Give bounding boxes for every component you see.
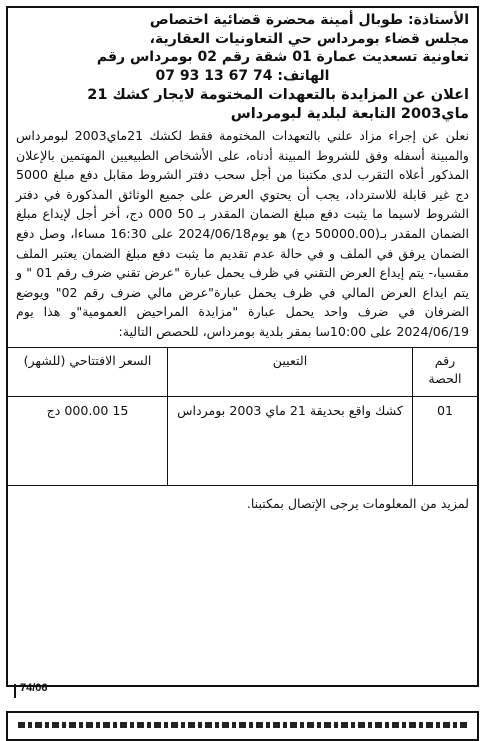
notice-body: نعلن عن إجراء مزاد علني بالتعهدات المختومة فقط لكشك 21ماي2003 لبومرداس والمبينة أسفله وفق للشروط المبينة أدناه، على الأشخاص الطبيعيين المهتمين بالإعلان المذكور أعلاه التقرب لدى مكتبنا من أجل سحب دفتر الشروط مقابل دفع مبلغ 5000 دج غير قابلة للاسترداد، يجب أن يحتوي العرض على جميع الوثائق المذكورة في دفتر الشروط لاسيما ما يثبت دفع مبلغ الضمان المقدر بـ 50 000 دج، أخر أجل لإيداع مبلغ الضمان المقدر بـ(50000.00 دج) هو يوم2024/06/18 على 16:30 مساءا، وصل دفع الضمان يرفق في الملف و في حالة عدم تقديم ما يثبت دفع مبلغ الضمان يعتبر الملف مقسيا،- يتم إيداع العرض التقني في ظرف يحمل عبارة "عرض تقني ضرف رقم 01 " و يتم ايداع العرض المالي في ظرف يحمل عبارة"عرض مالي ضرف رقم 02" ويوضع الضرفان في ضرف واحد يحمل عبارة "مزايدة المراحيض العمومية"و هذا يوم 2024/06/19 على 10:00سا بمقر بلدية بومرداس، للحصص التالية: (16, 128, 469, 339)
lots-table-header-row (8, 347, 477, 396)
next-notice-cropped (6, 711, 479, 741)
opening-price-header: السعر الافتتاحي (للشهر) (8, 347, 168, 396)
cropped-text-strip (18, 722, 467, 728)
court-line: مجلس قضاء بومرداس حي التعاونيات العقارية، (149, 30, 469, 47)
contact-note: لمزيد من المعلومات يرجى الإتصال بمكتبنا. (246, 495, 469, 511)
lot-number-header: رقم الحصة (413, 347, 478, 396)
table-row (8, 396, 477, 485)
reference-number: 74/06 (20, 682, 48, 694)
auction-notice (6, 6, 479, 687)
description-cell: كشك واقع بحديقة 21 ماي 2003 بومرداس (168, 396, 413, 485)
reference-marker (14, 684, 16, 698)
notice-title: اعلان عن المزايدة بالتعهدات المختومة لايجار كشك 21 ماي2003 التابعة لبلدية لبومرداس (87, 87, 469, 122)
address-line: تعاونية تسعديت عمارة 01 شقة رقم 02 بومرداس رقم (96, 49, 469, 65)
description-header: التعيين (168, 347, 413, 396)
phone-line: الهاتف: 74 67 13 93 07 (155, 67, 330, 84)
bailiff-header (16, 11, 469, 85)
opening-price-cell: 15 000.00 دج (8, 396, 168, 485)
bailiff-name-line: الأستاذة: طوبال أمينة محضرة قضائية اختصاص (149, 12, 469, 28)
lots-table (8, 347, 477, 486)
lot-number-cell: 01 (413, 396, 478, 485)
